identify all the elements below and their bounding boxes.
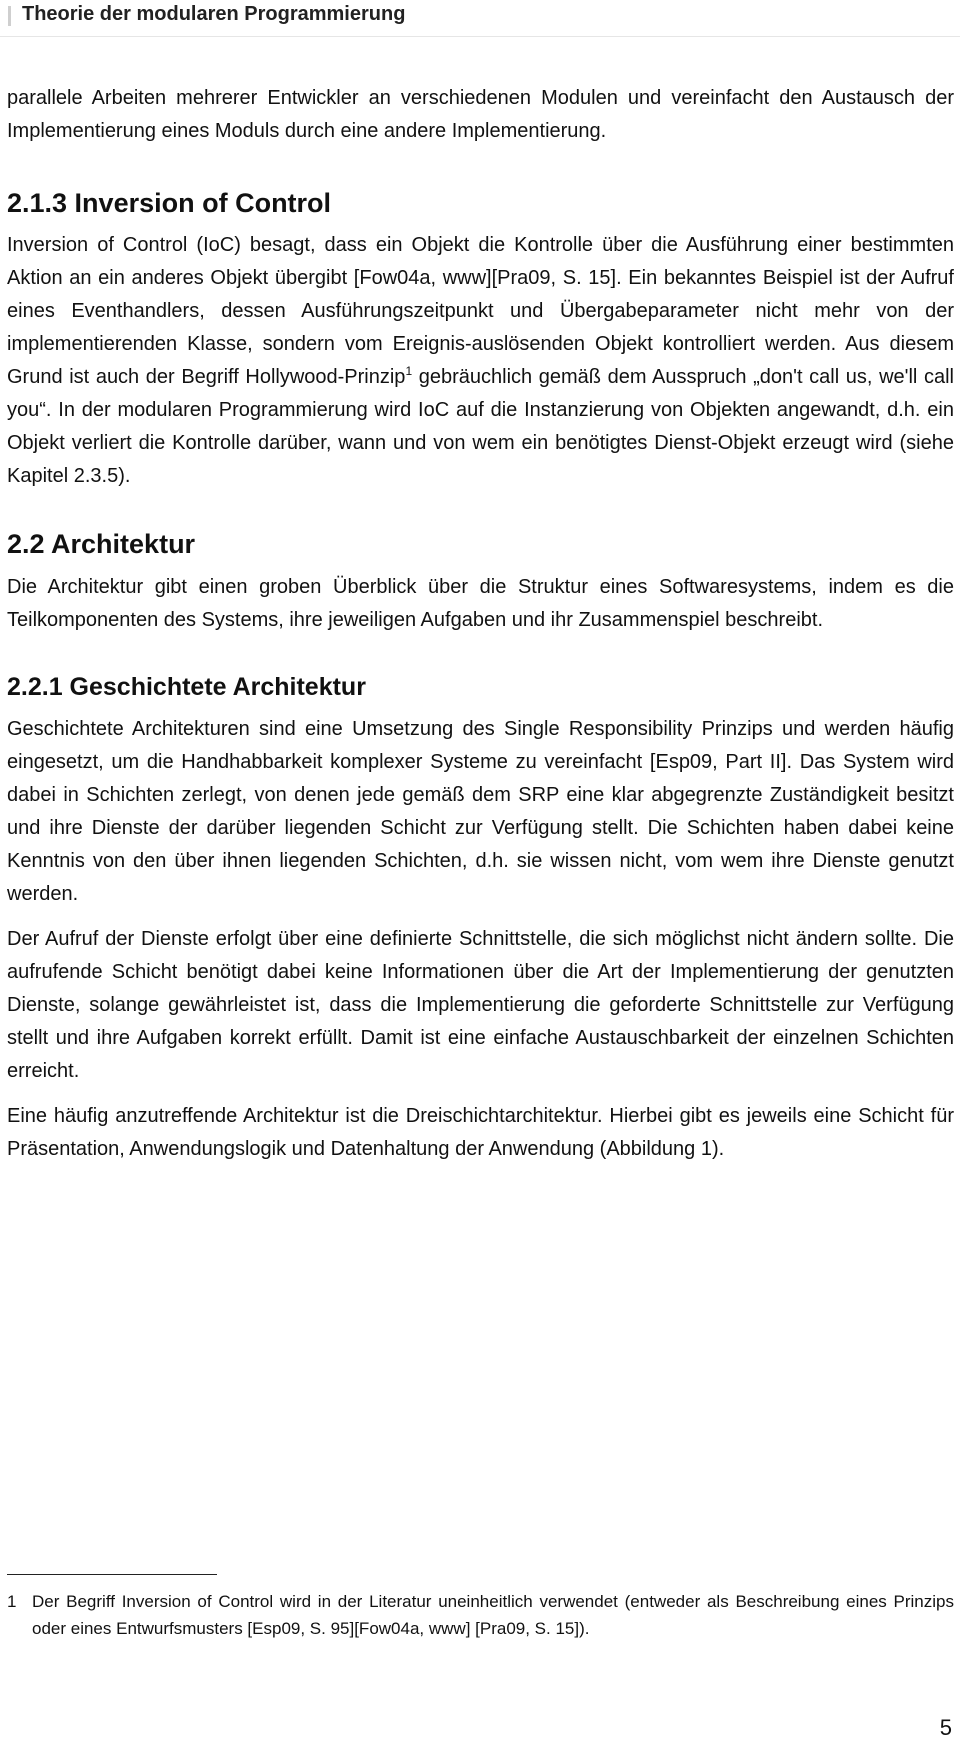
heading-2-2-1: 2.2.1 Geschichtete Architektur (7, 673, 366, 701)
geschichtete-paragraph-1: Geschichtete Architekturen sind eine Umsetzung des Single Responsibility Prinzips und werden häufig eingesetzt, um die Handhabbarkeit komplexer Systeme zu vereinfacht [Esp09, Part II]. Das System wird dabei in Schichten zerlegt, von denen jede gemäß dem SRP eine klar abgegrenzte Zuständigkeit besitzt und ihre Dienste der darüber liegenden Schicht zur Verfügung stellt. Die Schichten haben dabei keine Kenntnis von den über ihnen liegenden Schichten, d.h. sie wissen nicht, vom wem ihre Dienste genutzt werden. (7, 718, 954, 905)
heading-2-2: 2.2 Architektur (7, 529, 196, 559)
running-header-title: Theorie der modularen Programmierung (22, 3, 406, 25)
footnote-divider (7, 1574, 217, 1575)
header-divider (0, 36, 960, 37)
ioc-text-part-2: gebräuchlich gemäß dem Ausspruch „don't call us, we'll call you“. In der modularen Programmierung wird IoC auf die Instanzierung von Objekten angewandt, d.h. ein Objekt verliert die Kontrolle darüber, wann und von wem ein benötigtes Dienst-Objekt erzeugt wird (siehe Kapitel 2.3.5). (7, 366, 954, 487)
header-accent-bar (8, 6, 11, 26)
geschichtete-paragraph-3: Eine häufig anzutreffende Architektur ist die Dreischichtarchitektur. Hierbei gibt es jeweils eine Schicht für Präsentation, Anwendungslogik und Datenhaltung der Anwendung (Abbildung 1). (7, 1105, 954, 1160)
footnote-number: 1 (7, 1592, 17, 1611)
heading-2-1-3: 2.1.3 Inversion of Control (7, 188, 332, 218)
footnote (7, 1588, 954, 1642)
geschichtete-paragraph-2: Der Aufruf der Dienste erfolgt über eine definierte Schnittstelle, die sich möglichst nicht ändern sollte. Die aufrufende Schicht benötigt dabei keine Informationen über die Art der Implementierung der genutzten Dienste, solange gewährleistet ist, dass die Implementierung die geforderte Schnittstelle zur Verfügung stellt und ihre Aufgaben korrekt erfüllt. Damit ist eine einfache Austauschbarkeit der einzelnen Schichten erreicht. (7, 928, 954, 1082)
architektur-paragraph: Die Architektur gibt einen groben Überblick über die Struktur eines Softwaresystems, indem es die Teilkomponenten des Systems, ihre jeweiligen Aufgaben und ihr Zusammenspiel beschreibt. (7, 576, 954, 631)
ioc-paragraph (7, 229, 954, 493)
ioc-text-part-1: Inversion of Control (IoC) besagt, dass ein Objekt die Kontrolle über die Ausführung einer bestimmten Aktion an ein anderes Objekt übergibt [Fow04a, www][Pra09, S. 15]. Ein bekanntes Beispiel ist der Aufruf eines Eventhandlers, dessen Ausführungszeitpunkt und Übergabeparameter nicht mehr von der implementierenden Klasse, sondern vom Ereignis-auslösenden Objekt kontrolliert werden. Aus diesem Grund ist auch der Begriff Hollywood-Prinzip (7, 234, 954, 388)
page-number: 5 (939, 1715, 952, 1740)
intro-paragraph: parallele Arbeiten mehrerer Entwickler an verschiedenen Modulen und vereinfacht den Austausch der Implementierung eines Moduls durch eine andere Implementierung. (7, 87, 954, 142)
footnote-reference: 1 (405, 364, 413, 378)
running-header (0, 0, 960, 32)
footnote-text: Der Begriff Inversion of Control wird in der Literatur uneinheitlich verwendet (entweder als Beschreibung eines Prinzips oder eines Entwurfsmusters [Esp09, S. 95][Fow04a, www] [Pra09, S. 15]). (32, 1592, 954, 1638)
page-body (7, 82, 954, 1166)
